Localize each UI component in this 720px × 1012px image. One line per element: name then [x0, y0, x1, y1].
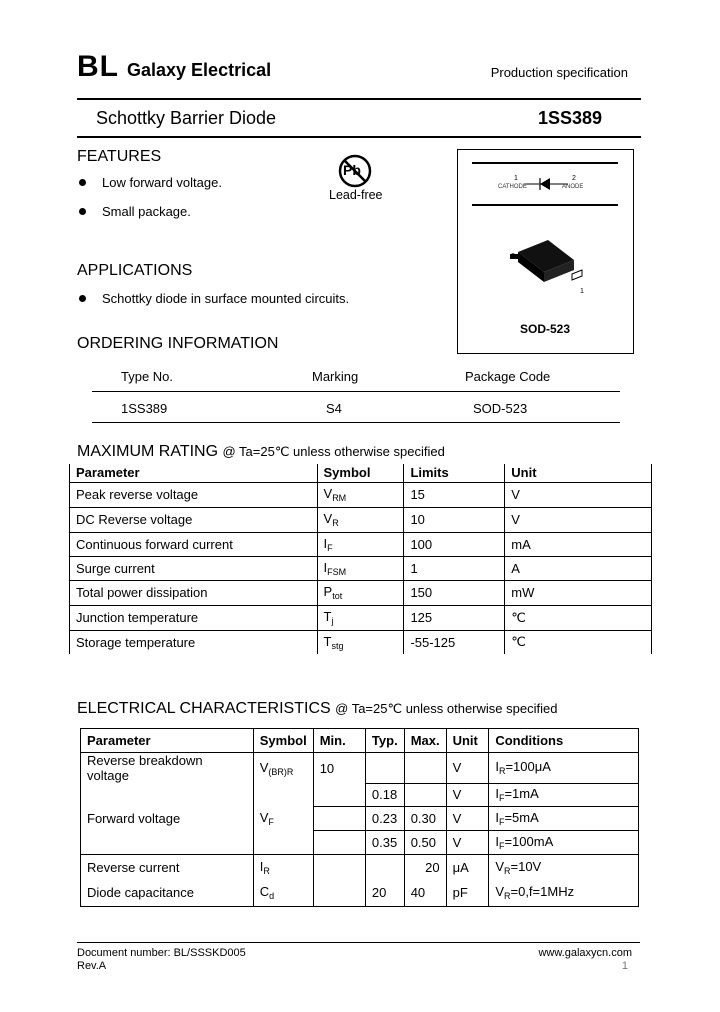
condition-cell: $I_F=100mA$ — [489, 830, 639, 854]
param-cell: Peak reverse voltage — [70, 482, 318, 507]
feature-item: Low forward voltage. — [102, 175, 222, 190]
col-header: Conditions — [489, 729, 639, 753]
condition-cell: $I_R=100\mu A$ — [489, 753, 639, 784]
min-cell — [313, 806, 365, 830]
part-number: 1SS389 — [537, 108, 602, 128]
title-rule — [77, 136, 641, 138]
unit-cell: V — [446, 753, 489, 784]
revision: Rev.A — [77, 960, 107, 972]
pin1-number: 1 — [514, 175, 518, 182]
package-figure — [457, 149, 634, 354]
symbol-cell: $V_R$ — [317, 507, 404, 532]
param-cell: Diode capacitance — [81, 880, 254, 906]
condition-cell: $V_R=0,f=1MHz$ — [489, 880, 639, 906]
application-item: Schottky diode in surface mounted circuits. — [102, 291, 350, 306]
param-cell: Reverse current — [81, 854, 254, 880]
features-heading: FEATURES — [77, 148, 162, 165]
symbol-cell: $V_{RM}$ — [317, 482, 404, 507]
unit-cell: ℃ — [505, 630, 652, 654]
pin2-number: 2 — [572, 175, 576, 182]
pin1-label: CATHODE — [498, 184, 527, 190]
lead-free-label: Lead-free — [329, 188, 383, 202]
electrical-heading: ELECTRICAL CHARACTERISTICS — [77, 700, 331, 717]
ordering-package-value: SOD-523 — [473, 401, 528, 416]
condition-cell: $V_R=10V$ — [489, 854, 639, 880]
max-cell — [404, 753, 446, 784]
unit-cell: V — [505, 482, 652, 507]
table-row — [70, 580, 652, 605]
table-row — [81, 854, 639, 880]
min-cell — [313, 830, 365, 854]
ordering-col-package: Package Code — [465, 369, 551, 384]
table-row — [81, 880, 639, 906]
table-row — [70, 556, 652, 580]
table-row — [70, 532, 652, 556]
unit-cell: ℃ — [505, 605, 652, 630]
bullet-icon — [79, 179, 86, 186]
bullet-icon — [79, 208, 86, 215]
col-header: Unit — [505, 464, 652, 482]
unit-cell: μA — [446, 854, 489, 880]
limits-cell: 10 — [404, 507, 505, 532]
min-cell — [313, 880, 365, 906]
col-header: Symbol — [253, 729, 313, 753]
max-rating-title — [77, 443, 445, 461]
symbol-cell: $T_{stg}$ — [317, 630, 404, 654]
min-cell — [313, 783, 365, 806]
unit-cell: pF — [446, 880, 489, 906]
body-pin-right: 1 — [580, 288, 584, 295]
symbol-cell: $P_{tot}$ — [317, 580, 404, 605]
symbol-cell: $V_F$ — [253, 783, 313, 854]
typ-cell: 20 — [365, 880, 404, 906]
limits-cell: 125 — [404, 605, 505, 630]
diode-symbol — [476, 176, 616, 192]
table-header-row — [70, 464, 652, 482]
electrical-title — [77, 700, 557, 718]
footer-rule — [77, 942, 640, 943]
ordering-col-marking: Marking — [312, 369, 359, 384]
unit-cell: V — [505, 507, 652, 532]
max-cell: 0.30 — [404, 806, 446, 830]
table-row — [81, 783, 639, 806]
symbol-cell: $C_d$ — [253, 880, 313, 906]
feature-item: Small package. — [102, 204, 191, 219]
max-rating-table — [69, 464, 652, 654]
col-header: Max. — [404, 729, 446, 753]
table-header-row — [81, 729, 639, 753]
body-pin-left: 2 — [511, 253, 515, 260]
col-header: Limits — [404, 464, 505, 482]
ordering-heading: ORDERING INFORMATION — [77, 335, 279, 352]
table-row — [70, 482, 652, 507]
table-row — [70, 507, 652, 532]
website: www.galaxycn.com — [538, 947, 632, 959]
ordering-col-type: Type No. — [121, 369, 174, 384]
divider — [472, 162, 618, 164]
col-header: Typ. — [365, 729, 404, 753]
unit-cell: V — [446, 830, 489, 854]
bullet-icon — [79, 295, 86, 302]
param-cell: Continuous forward current — [70, 532, 318, 556]
col-header: Unit — [446, 729, 489, 753]
param-cell: Forward voltage — [81, 783, 254, 854]
symbol-cell: $T_j$ — [317, 605, 404, 630]
param-cell: Total power dissipation — [70, 580, 318, 605]
symbol-cell: $I_R$ — [253, 854, 313, 880]
lead-symbol: Pb — [343, 162, 361, 178]
min-cell — [313, 854, 365, 880]
symbol-cell: $I_{FSM}$ — [317, 556, 404, 580]
typ-cell: 0.23 — [365, 806, 404, 830]
max-rating-heading: MAXIMUM RATING — [77, 443, 219, 460]
min-cell: 10 — [313, 753, 365, 784]
col-header: Parameter — [70, 464, 318, 482]
pin2-label: ANODE — [562, 184, 584, 190]
unit-cell: A — [505, 556, 652, 580]
typ-cell — [365, 753, 404, 784]
ordering-rule — [92, 422, 620, 423]
divider — [472, 204, 618, 206]
limits-cell: 150 — [404, 580, 505, 605]
condition-cell: $I_F=5mA$ — [489, 806, 639, 830]
max-cell: 0.50 — [404, 830, 446, 854]
max-cell: 40 — [404, 880, 446, 906]
typ-cell — [365, 854, 404, 880]
col-header: Symbol — [317, 464, 404, 482]
param-cell: Surge current — [70, 556, 318, 580]
symbol-cell: $I_F$ — [317, 532, 404, 556]
lead-free-icon — [335, 152, 375, 192]
doc-number: Document number: BL/SSSKD005 — [77, 947, 246, 959]
condition-cell: $I_F=1mA$ — [489, 783, 639, 806]
param-cell: Reverse breakdown voltage — [81, 753, 254, 784]
limits-cell: 1 — [404, 556, 505, 580]
limits-cell: 100 — [404, 532, 505, 556]
applications-heading: APPLICATIONS — [77, 262, 193, 279]
unit-cell: mW — [505, 580, 652, 605]
table-row — [70, 605, 652, 630]
ordering-type-value: 1SS389 — [121, 401, 168, 416]
max-cell — [404, 783, 446, 806]
max-cell: 20 — [404, 854, 446, 880]
param-cell: DC Reverse voltage — [70, 507, 318, 532]
logo: BL — [77, 50, 119, 83]
unit-cell: mA — [505, 532, 652, 556]
company-name: Galaxy Electrical — [127, 60, 272, 80]
param-cell: Storage temperature — [70, 630, 318, 654]
unit-cell: V — [446, 806, 489, 830]
doc-type: Production specification — [490, 65, 628, 80]
electrical-condition: @ Ta=25℃ unless otherwise specified — [335, 701, 558, 716]
package-name: SOD-523 — [520, 322, 571, 336]
page-number: 1 — [621, 960, 628, 972]
electrical-table — [80, 728, 639, 907]
table-row — [81, 753, 639, 784]
header-rule — [77, 98, 641, 100]
table-row — [70, 630, 652, 654]
typ-cell: 0.18 — [365, 783, 404, 806]
limits-cell: 15 — [404, 482, 505, 507]
limits-cell: -55-125 — [404, 630, 505, 654]
col-header: Min. — [313, 729, 365, 753]
max-rating-condition: @ Ta=25℃ unless otherwise specified — [222, 444, 445, 459]
sod523-package-drawing — [508, 234, 588, 294]
product-name: Schottky Barrier Diode — [96, 108, 277, 128]
param-cell: Junction temperature — [70, 605, 318, 630]
typ-cell: 0.35 — [365, 830, 404, 854]
unit-cell: V — [446, 783, 489, 806]
ordering-marking-value: S4 — [326, 401, 342, 416]
col-header: Parameter — [81, 729, 254, 753]
symbol-cell: $V_{(BR)R}$ — [253, 753, 313, 784]
ordering-rule — [92, 391, 620, 392]
